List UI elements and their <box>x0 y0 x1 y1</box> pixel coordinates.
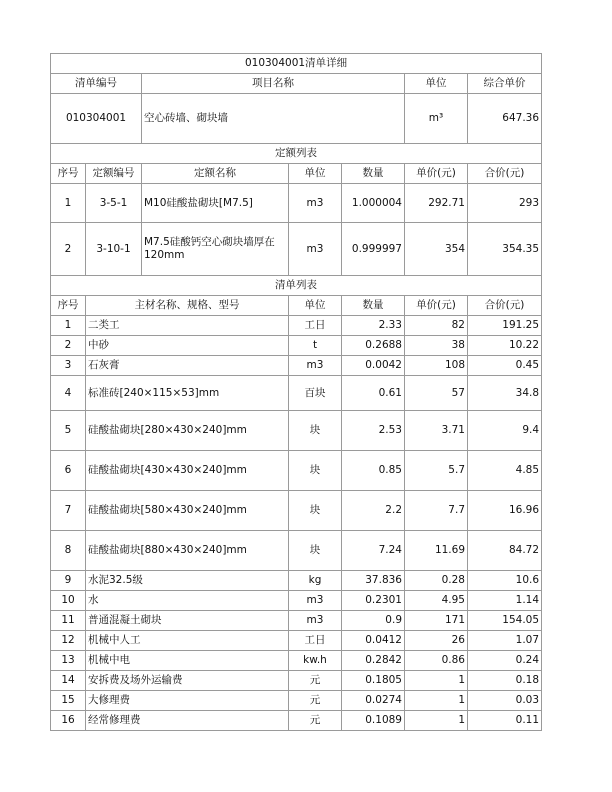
material-qty: 0.2688 <box>342 336 405 356</box>
quota-total: 354.35 <box>468 223 542 276</box>
material-unit: kg <box>289 571 342 591</box>
material-name: 水 <box>86 591 289 611</box>
material-name: 经常修理费 <box>86 711 289 731</box>
quota-header-name: 定额名称 <box>142 164 289 184</box>
material-total: 16.96 <box>468 491 542 531</box>
material-price: 7.7 <box>405 491 468 531</box>
material-unit: 工日 <box>289 316 342 336</box>
material-name: 机械中电 <box>86 651 289 671</box>
quota-header-no: 序号 <box>51 164 86 184</box>
quota-qty: 0.999997 <box>342 223 405 276</box>
material-total: 154.05 <box>468 611 542 631</box>
material-unit: m3 <box>289 356 342 376</box>
material-unit: t <box>289 336 342 356</box>
material-name: 标准砖[240×115×53]mm <box>86 376 289 411</box>
material-no: 4 <box>51 376 86 411</box>
quota-price: 292.71 <box>405 184 468 223</box>
material-unit: kw.h <box>289 651 342 671</box>
material-row <box>51 651 542 671</box>
quota-header-total: 合价(元) <box>468 164 542 184</box>
material-no: 9 <box>51 571 86 591</box>
quota-row <box>51 223 542 276</box>
summary-unit: m³ <box>405 94 468 144</box>
material-qty: 7.24 <box>342 531 405 571</box>
summary-header-row <box>51 74 542 94</box>
quota-no: 1 <box>51 184 86 223</box>
material-qty: 37.836 <box>342 571 405 591</box>
material-unit: 块 <box>289 451 342 491</box>
summary-code: 010304001 <box>51 94 142 144</box>
material-row <box>51 571 542 591</box>
material-unit: m3 <box>289 611 342 631</box>
summary-header-unit: 单位 <box>405 74 468 94</box>
material-total: 0.45 <box>468 356 542 376</box>
material-total: 0.11 <box>468 711 542 731</box>
material-total: 84.72 <box>468 531 542 571</box>
material-total: 191.25 <box>468 316 542 336</box>
material-row <box>51 591 542 611</box>
material-price: 1 <box>405 711 468 731</box>
material-row <box>51 376 542 411</box>
material-price: 171 <box>405 611 468 631</box>
material-list <box>51 316 542 731</box>
material-total: 0.18 <box>468 671 542 691</box>
material-no: 10 <box>51 591 86 611</box>
material-header-qty: 数量 <box>342 296 405 316</box>
material-unit: 元 <box>289 671 342 691</box>
material-no: 2 <box>51 336 86 356</box>
material-total: 10.6 <box>468 571 542 591</box>
material-qty: 0.2301 <box>342 591 405 611</box>
material-qty: 2.53 <box>342 411 405 451</box>
quota-code: 3-10-1 <box>86 223 142 276</box>
material-no: 16 <box>51 711 86 731</box>
material-qty: 2.2 <box>342 491 405 531</box>
summary-header-name: 项目名称 <box>142 74 405 94</box>
material-no: 5 <box>51 411 86 451</box>
summary-price: 647.36 <box>468 94 542 144</box>
summary-row <box>51 94 542 144</box>
material-row <box>51 316 542 336</box>
material-no: 1 <box>51 316 86 336</box>
material-header-price: 单价(元) <box>405 296 468 316</box>
material-row <box>51 691 542 711</box>
material-row <box>51 491 542 531</box>
material-qty: 0.0412 <box>342 631 405 651</box>
material-total: 9.4 <box>468 411 542 451</box>
material-no: 7 <box>51 491 86 531</box>
quota-price: 354 <box>405 223 468 276</box>
material-qty: 2.33 <box>342 316 405 336</box>
quota-code: 3-5-1 <box>86 184 142 223</box>
material-unit: 元 <box>289 691 342 711</box>
material-no: 13 <box>51 651 86 671</box>
material-row <box>51 356 542 376</box>
material-price: 11.69 <box>405 531 468 571</box>
quota-qty: 1.000004 <box>342 184 405 223</box>
quota-header-row <box>51 164 542 184</box>
quota-header-price: 单价(元) <box>405 164 468 184</box>
summary-name: 空心砖墙、砌块墙 <box>142 94 405 144</box>
material-price: 5.7 <box>405 451 468 491</box>
material-row <box>51 531 542 571</box>
material-no: 12 <box>51 631 86 651</box>
quota-row <box>51 184 542 223</box>
material-name: 硅酸盐砌块[580×430×240]mm <box>86 491 289 531</box>
material-qty: 0.61 <box>342 376 405 411</box>
material-unit: 工日 <box>289 631 342 651</box>
material-total: 34.8 <box>468 376 542 411</box>
material-total: 4.85 <box>468 451 542 491</box>
material-row <box>51 671 542 691</box>
material-price: 26 <box>405 631 468 651</box>
material-name: 二类工 <box>86 316 289 336</box>
material-unit: 块 <box>289 491 342 531</box>
material-name: 硅酸盐砌块[430×430×240]mm <box>86 451 289 491</box>
material-qty: 0.9 <box>342 611 405 631</box>
material-no: 11 <box>51 611 86 631</box>
quota-unit: m3 <box>289 184 342 223</box>
material-price: 82 <box>405 316 468 336</box>
material-name: 硅酸盐砌块[880×430×240]mm <box>86 531 289 571</box>
material-no: 8 <box>51 531 86 571</box>
material-price: 108 <box>405 356 468 376</box>
material-unit: 元 <box>289 711 342 731</box>
material-no: 3 <box>51 356 86 376</box>
material-total: 10.22 <box>468 336 542 356</box>
material-row <box>51 451 542 491</box>
material-name: 石灰膏 <box>86 356 289 376</box>
material-price: 38 <box>405 336 468 356</box>
material-header-name: 主材名称、规格、型号 <box>86 296 289 316</box>
quota-unit: m3 <box>289 223 342 276</box>
material-price: 1 <box>405 691 468 711</box>
material-no: 14 <box>51 671 86 691</box>
material-qty: 0.1805 <box>342 671 405 691</box>
material-price: 1 <box>405 671 468 691</box>
material-row <box>51 336 542 356</box>
quota-name: M7.5硅酸钙空心砌块墙厚在120mm <box>142 223 289 276</box>
material-total: 1.14 <box>468 591 542 611</box>
material-row <box>51 631 542 651</box>
material-qty: 0.1089 <box>342 711 405 731</box>
material-total: 1.07 <box>468 631 542 651</box>
material-name: 水泥32.5级 <box>86 571 289 591</box>
summary-header-price: 综合单价 <box>468 74 542 94</box>
material-row <box>51 711 542 731</box>
material-price: 0.28 <box>405 571 468 591</box>
material-row <box>51 611 542 631</box>
quota-no: 2 <box>51 223 86 276</box>
material-no: 6 <box>51 451 86 491</box>
material-total: 0.03 <box>468 691 542 711</box>
material-section-title: 清单列表 <box>51 276 542 296</box>
material-unit: 块 <box>289 411 342 451</box>
quota-header-code: 定额编号 <box>86 164 142 184</box>
material-price: 57 <box>405 376 468 411</box>
material-unit: 百块 <box>289 376 342 411</box>
material-total: 0.24 <box>468 651 542 671</box>
material-name: 机械中人工 <box>86 631 289 651</box>
quota-name: M10硅酸盐砌块[M7.5] <box>142 184 289 223</box>
material-unit: m3 <box>289 591 342 611</box>
material-price: 3.71 <box>405 411 468 451</box>
material-qty: 0.85 <box>342 451 405 491</box>
material-qty: 0.2842 <box>342 651 405 671</box>
material-name: 大修理费 <box>86 691 289 711</box>
material-header-no: 序号 <box>51 296 86 316</box>
material-qty: 0.0274 <box>342 691 405 711</box>
material-no: 15 <box>51 691 86 711</box>
material-header-unit: 单位 <box>289 296 342 316</box>
material-header-row <box>51 296 542 316</box>
material-name: 安拆费及场外运输费 <box>86 671 289 691</box>
material-row <box>51 411 542 451</box>
quota-total: 293 <box>468 184 542 223</box>
material-price: 0.86 <box>405 651 468 671</box>
material-unit: 块 <box>289 531 342 571</box>
table-title: 010304001清单详细 <box>51 54 542 74</box>
material-qty: 0.0042 <box>342 356 405 376</box>
quota-header-qty: 数量 <box>342 164 405 184</box>
material-name: 普通混凝土砌块 <box>86 611 289 631</box>
material-name: 中砂 <box>86 336 289 356</box>
quota-header-unit: 单位 <box>289 164 342 184</box>
material-header-total: 合价(元) <box>468 296 542 316</box>
quota-section-title: 定额列表 <box>51 144 542 164</box>
material-name: 硅酸盐砌块[280×430×240]mm <box>86 411 289 451</box>
summary-header-code: 清单编号 <box>51 74 142 94</box>
material-price: 4.95 <box>405 591 468 611</box>
bill-detail-table <box>50 53 542 731</box>
